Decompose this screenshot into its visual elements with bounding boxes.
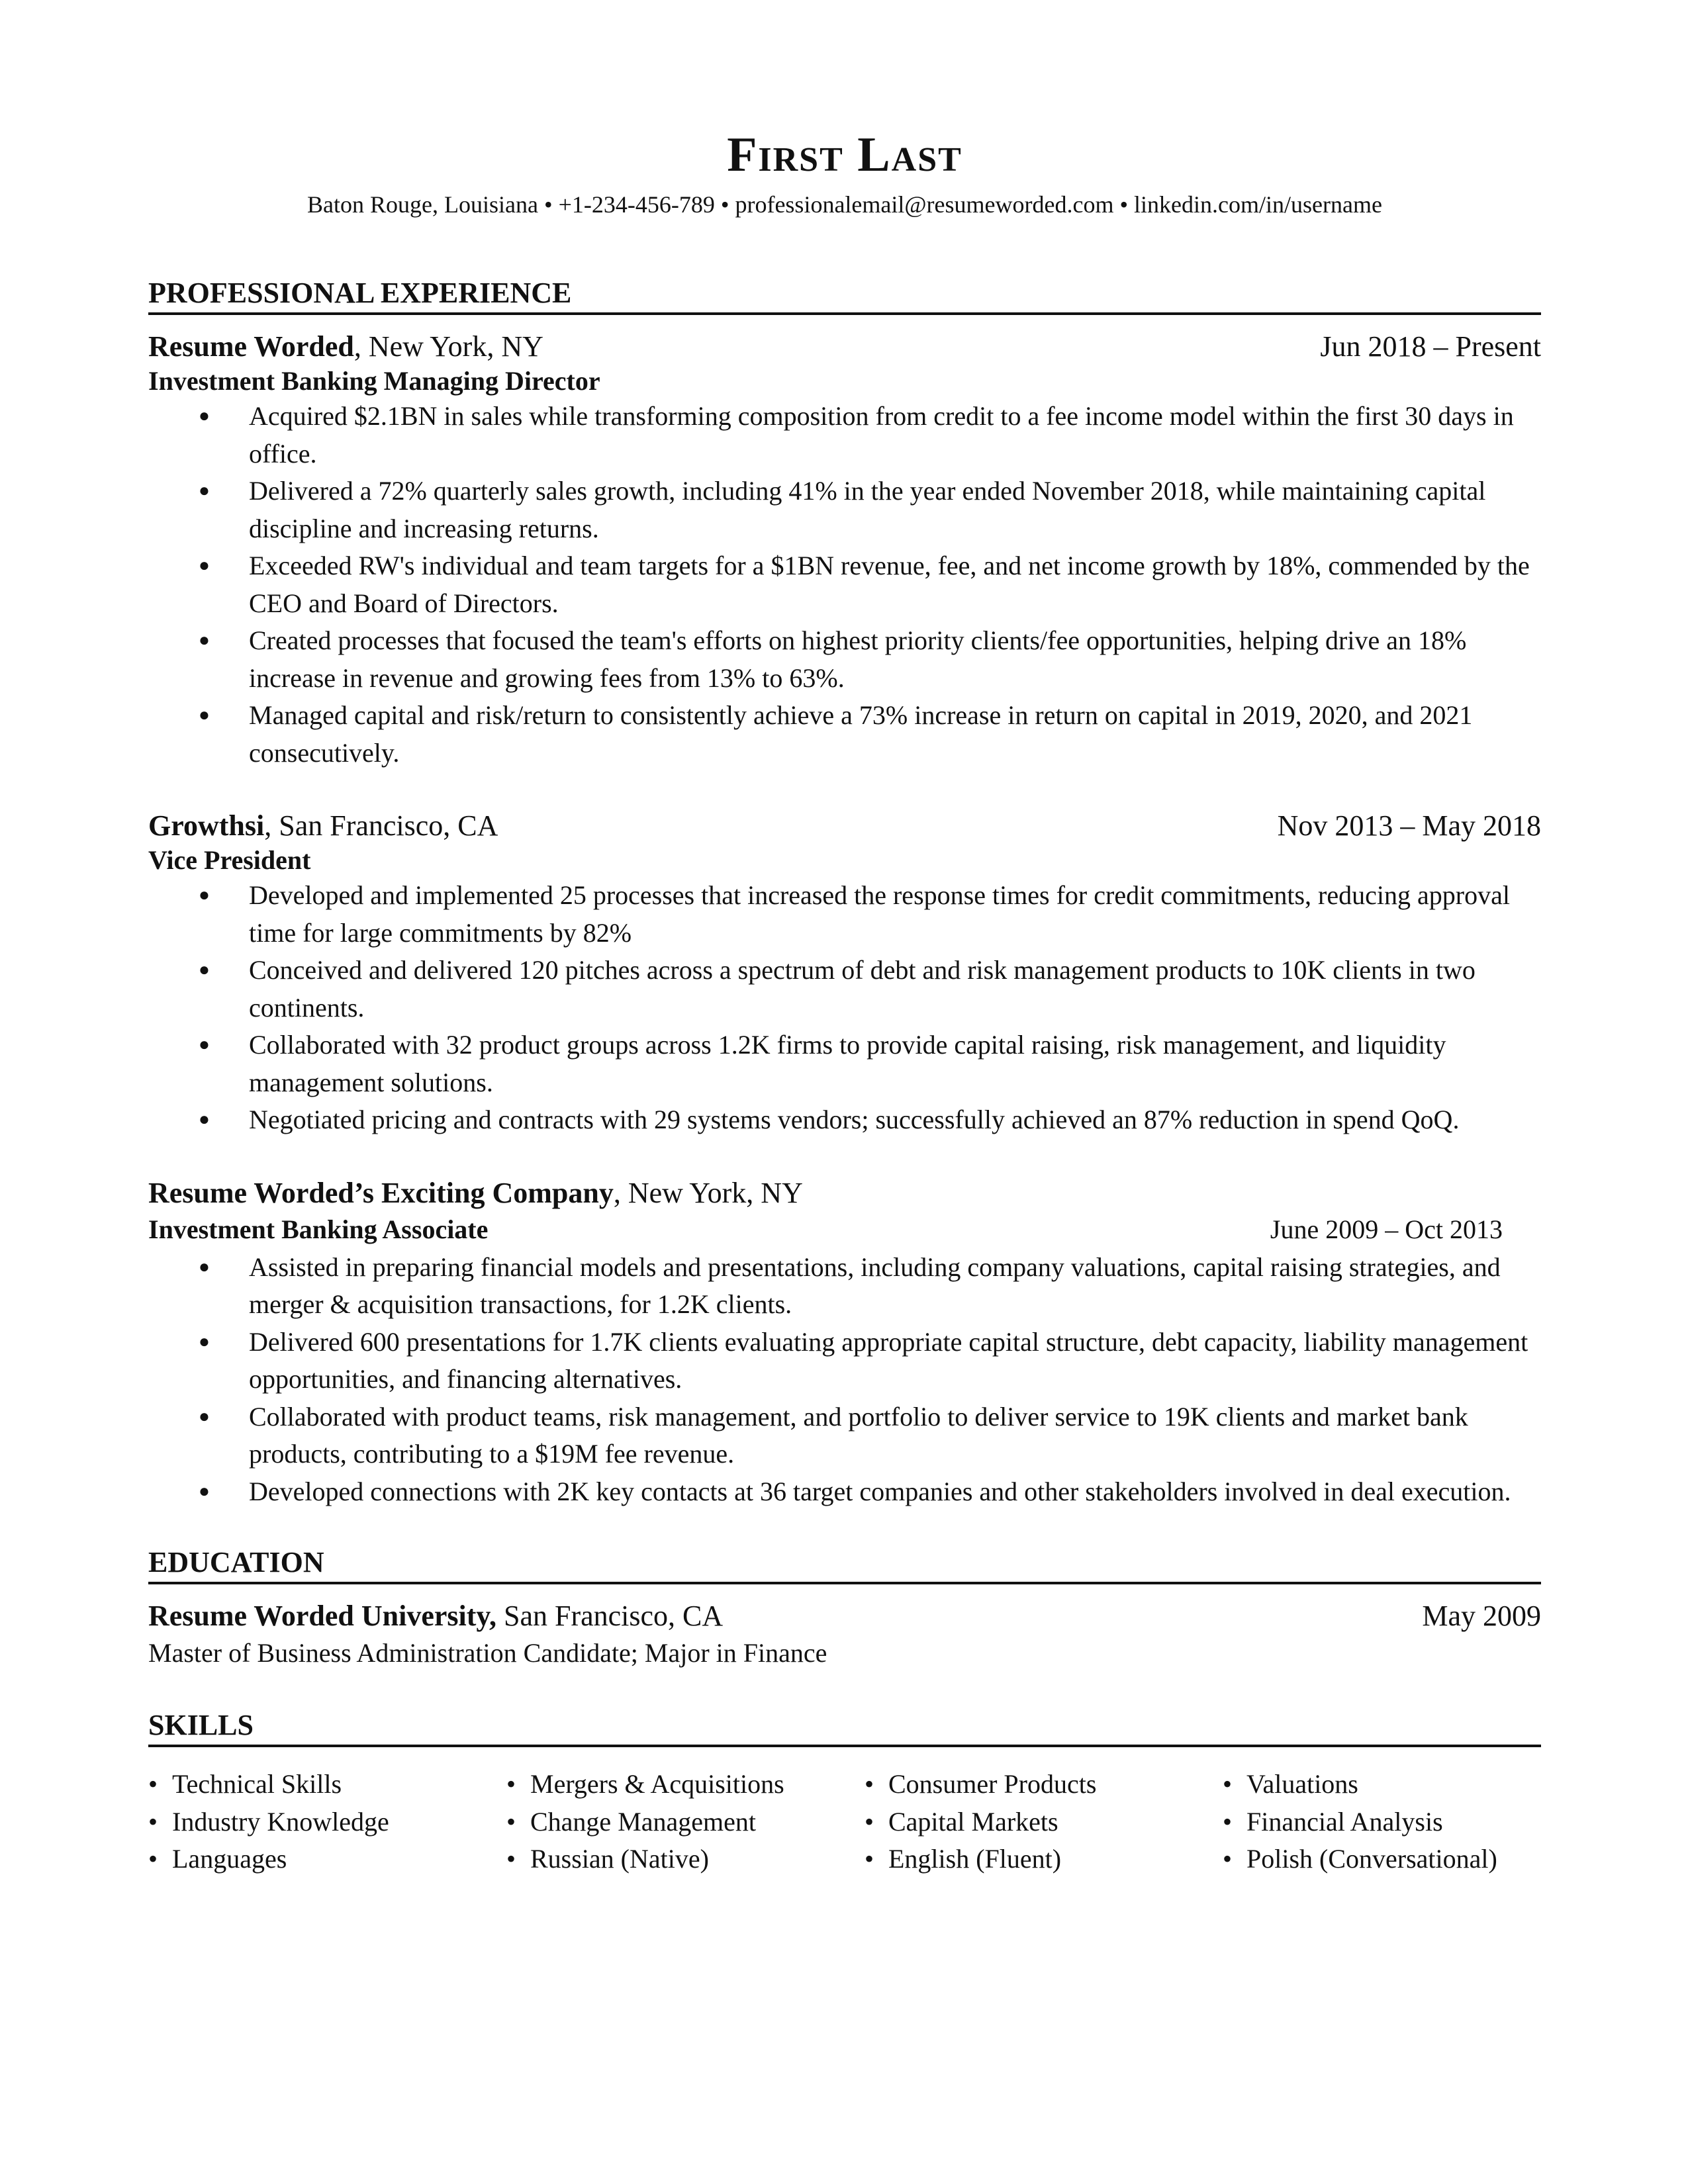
section-title-education: EDUCATION — [148, 1545, 1541, 1584]
skill-item: • Valuations — [1223, 1766, 1541, 1803]
job-dates: Jun 2018 – Present — [1320, 330, 1541, 363]
skill-item: • Languages — [148, 1841, 506, 1878]
skill-item: • Financial Analysis — [1223, 1803, 1541, 1841]
skill-item: • Polish (Conversational) — [1223, 1841, 1541, 1878]
skill-item: • Mergers & Acquisitions — [506, 1766, 865, 1803]
skill-item: • Technical Skills — [148, 1766, 506, 1803]
skill-item: • Capital Markets — [865, 1803, 1223, 1841]
company-name: Resume Worded’s Exciting Company — [148, 1176, 614, 1209]
job-subheader — [148, 1212, 1541, 1248]
degree: Master of Business Administration Candidate; Major in Finance — [148, 1638, 827, 1668]
candidate-name: First Last — [727, 128, 962, 182]
job-dates: June 2009 – Oct 2013 — [1270, 1214, 1503, 1244]
school-location: San Francisco, CA — [496, 1600, 724, 1632]
bullet-item: ● Conceived and delivered 120 pitches across a spectrum of debt and risk management products to 10K clients in two continents. — [249, 952, 1541, 1026]
company-location: , New York, NY — [613, 1176, 803, 1209]
experience-section — [148, 275, 1541, 1510]
company-location: , New York, NY — [353, 330, 543, 363]
resume-page — [148, 0, 1541, 1878]
job-bullets — [148, 1249, 1541, 1511]
section-title-skills: SKILLS — [148, 1707, 1541, 1747]
education-header — [148, 1598, 1541, 1635]
job-entry — [148, 328, 1541, 772]
bullet-item: ● Exceeded RW's individual and team targets for a $1BN revenue, fee, and net income growth by 18%, commended by the CEO and Board of Directors. — [249, 547, 1541, 622]
job-entry — [148, 807, 1541, 1139]
job-header — [148, 1175, 1541, 1212]
bullet-item: ● Created processes that focused the team's efforts on highest priority clients/fee opportunities, helping drive an 18% increase in revenue and growing fees from 13% to 63%. — [249, 622, 1541, 697]
bullet-item: ● Developed connections with 2K key contacts at 36 target companies and other stakeholders involved in deal execution. — [249, 1473, 1541, 1511]
job-title: Vice President — [148, 845, 311, 875]
job-title: Investment Banking Managing Director — [148, 366, 600, 396]
bullet-item: ● Developed and implemented 25 processes that increased the response times for credit commitments, reducing approval time for large commitments by 82% — [249, 877, 1541, 952]
bullet-item: ● Negotiated pricing and contracts with 29 systems vendors; successfully achieved an 87% reduction in spend QoQ. — [249, 1101, 1541, 1139]
job-entry — [148, 1175, 1541, 1511]
job-header — [148, 807, 1541, 844]
skills-section — [148, 1707, 1541, 1878]
company-name: Resume Worded — [148, 330, 354, 363]
skill-item: • English (Fluent) — [865, 1841, 1223, 1878]
bullet-item: ● Delivered 600 presentations for 1.7K clients evaluating appropriate capital structure, debt capacity, liability management opportunities, and financing alternatives. — [249, 1324, 1541, 1398]
graduation-date: May 2009 — [1422, 1600, 1541, 1632]
bullet-item: ● Collaborated with product teams, risk management, and portfolio to deliver service to 19K clients and market bank products, contributing to a $19M fee revenue. — [249, 1398, 1541, 1473]
skill-item: • Consumer Products — [865, 1766, 1223, 1803]
job-dates: Nov 2013 – May 2018 — [1277, 809, 1541, 842]
school-name: Resume Worded University, — [148, 1600, 496, 1632]
bullet-item: ● Assisted in preparing financial models and presentations, including company valuations, capital raising strategies, and merger & acquisition transactions, for 1.2K clients. — [249, 1249, 1541, 1324]
bullet-item: ● Managed capital and risk/return to consistently achieve a 73% increase in return on capital in 2019, 2020, and 2021 consecutively. — [249, 697, 1541, 772]
bullet-item: ● Delivered a 72% quarterly sales growth, including 41% in the year ended November 2018, while maintaining capital discipline and increasing returns. — [249, 473, 1541, 547]
education-entry — [148, 1598, 1541, 1672]
job-bullets — [148, 877, 1541, 1139]
skills-grid — [148, 1766, 1541, 1878]
bullet-item: ● Collaborated with 32 product groups across 1.2K firms to provide capital raising, risk management, and liquidity management solutions. — [249, 1026, 1541, 1101]
contact-line: Baton Rouge, Louisiana • +1-234-456-789 • professionalemail@resumeworded.com • linkedin.com/in/username — [307, 191, 1382, 218]
job-title: Investment Banking Associate — [148, 1214, 489, 1244]
skill-item: • Russian (Native) — [506, 1841, 865, 1878]
company-name: Growthsi — [148, 809, 265, 842]
section-title-experience: PROFESSIONAL EXPERIENCE — [148, 275, 1541, 315]
job-bullets — [148, 398, 1541, 772]
job-header — [148, 328, 1541, 365]
skill-item: • Industry Knowledge — [148, 1803, 506, 1841]
education-section — [148, 1545, 1541, 1672]
bullet-item: ● Acquired $2.1BN in sales while transforming composition from credit to a fee income model within the first 30 days in office. — [249, 398, 1541, 473]
skill-item: • Change Management — [506, 1803, 865, 1841]
company-location: , San Francisco, CA — [264, 809, 498, 842]
